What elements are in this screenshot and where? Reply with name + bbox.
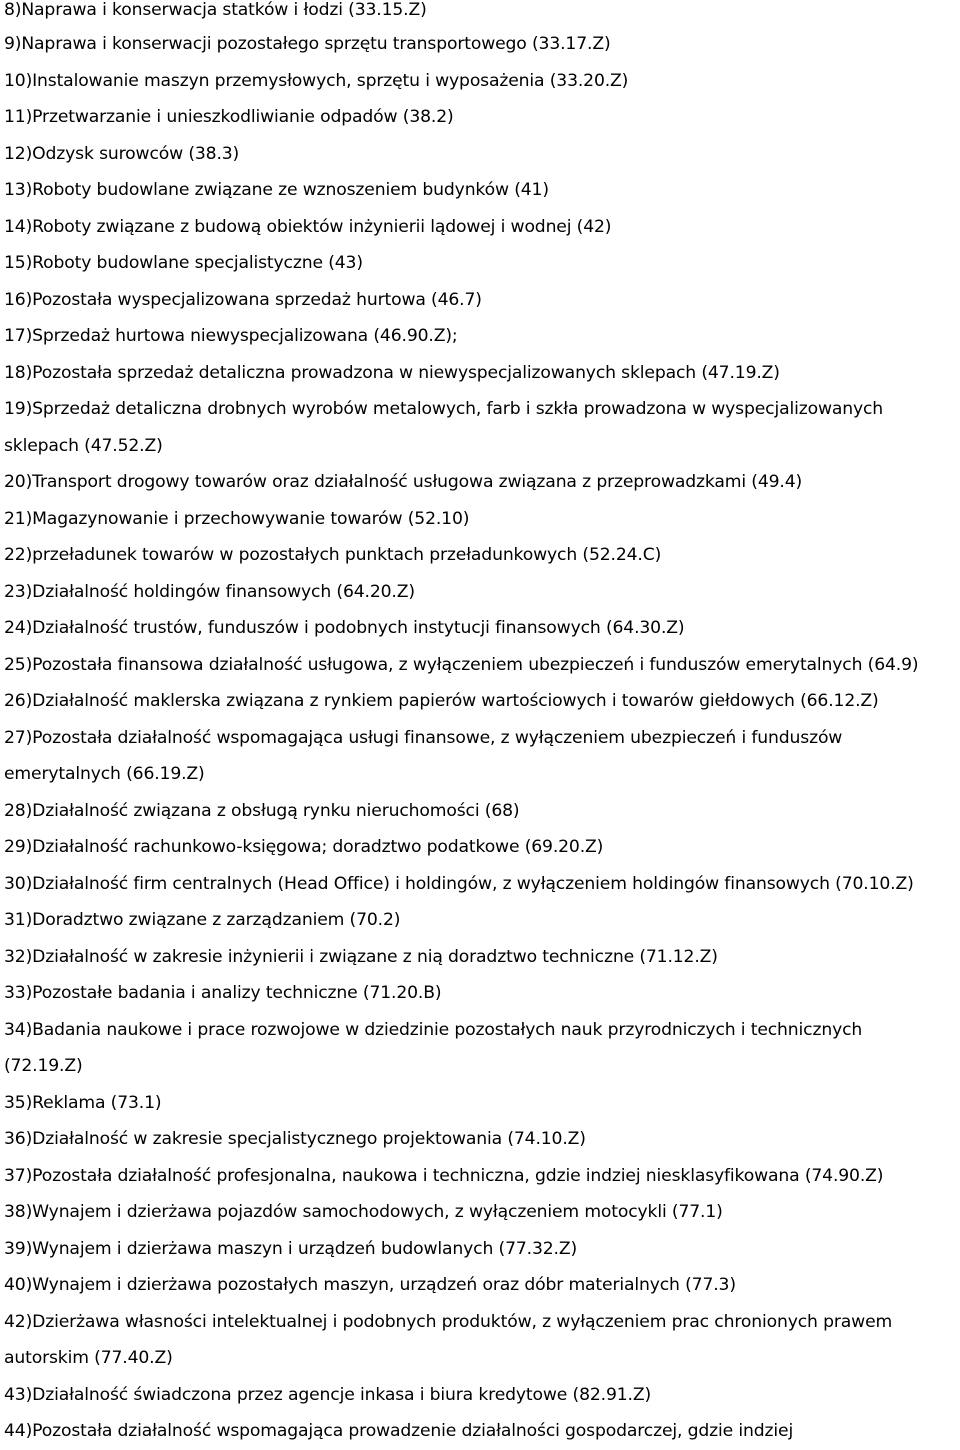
list-item: 18)Pozostała sprzedaż detaliczna prowadzona w niewyspecjalizowanych sklepach (47.19.Z) <box>4 362 780 383</box>
list-item: 44)Pozostała działalność wspomagająca prowadzenie działalności gospodarczej, gdzie indziej <box>4 1421 794 1441</box>
list-item-continuation: (72.19.Z) <box>4 1056 83 1076</box>
list-item: 21)Magazynowanie i przechowywanie towarów (52.10) <box>4 508 470 529</box>
list-item: 23)Działalność holdingów finansowych (64.20.Z) <box>4 581 415 602</box>
list-item: 29)Działalność rachunkowo-księgowa; doradztwo podatkowe (69.20.Z) <box>4 837 604 857</box>
list-item-continuation: autorskim (77.40.Z) <box>4 1348 173 1368</box>
list-item-continuation: sklepach (47.52.Z) <box>4 435 163 456</box>
list-item: 12)Odzysk surowców (38.3) <box>4 143 240 164</box>
list-item: 30)Działalność firm centralnych (Head Office) i holdingów, z wyłączeniem holdingów finansowych (70.10.Z) <box>4 873 914 894</box>
list-item: 19)Sprzedaż detaliczna drobnych wyrobów metalowych, farb i szkła prowadzona w wyspecjalizowanych <box>4 399 884 419</box>
list-item: 43)Działalność świadczona przez agencje inkasa i biura kredytowe (82.91.Z) <box>4 1384 652 1405</box>
list-item: 38)Wynajem i dzierżawa pojazdów samochodowych, z wyłączeniem motocykli (77.1) <box>4 1202 723 1222</box>
list-item: 14)Roboty związane z budową obiektów inżynierii lądowej i wodnej (42) <box>4 216 612 237</box>
list-item: 9)Naprawa i konserwacji pozostałego sprzętu transportowego (33.17.Z) <box>4 34 611 54</box>
list-item: 42)Dzierżawa własności intelektualnej i podobnych produktów, z wyłączeniem prac chronionych prawem <box>4 1311 893 1332</box>
list-item: 37)Pozostała działalność profesjonalna, naukowa i techniczna, gdzie indziej niesklasyfikowana (74.90.Z) <box>4 1165 884 1186</box>
list-item: 8)Naprawa i konserwacja statków i łodzi (33.15.Z) <box>4 0 427 20</box>
list-item: 35)Reklama (73.1) <box>4 1092 162 1113</box>
list-item: 10)Instalowanie maszyn przemysłowych, sprzętu i wyposażenia (33.20.Z) <box>4 70 629 91</box>
list-item: 27)Pozostała działalność wspomagająca usługi finansowe, z wyłączeniem ubezpieczeń i funduszów <box>4 727 843 748</box>
list-item: 25)Pozostała finansowa działalność usługowa, z wyłączeniem ubezpieczeń i funduszów emerytalnych (64.9) <box>4 654 919 675</box>
list-item: 20)Transport drogowy towarów oraz działalność usługowa związana z przeprowadzkami (49.4) <box>4 472 803 492</box>
list-item: 40)Wynajem i dzierżawa pozostałych maszyn, urządzeń oraz dóbr materialnych (77.3) <box>4 1275 736 1295</box>
list-item: 31)Doradztwo związane z zarządzaniem (70.2) <box>4 910 401 930</box>
list-item: 36)Działalność w zakresie specjalistycznego projektowania (74.10.Z) <box>4 1129 586 1149</box>
document-body <box>4 0 958 1450</box>
list-item: 13)Roboty budowlane związane ze wznoszeniem budynków (41) <box>4 180 549 200</box>
list-item: 15)Roboty budowlane specjalistyczne (43) <box>4 253 363 273</box>
list-item: 26)Działalność maklerska związana z rynkiem papierów wartościowych i towarów giełdowych (66.12.Z) <box>4 691 879 711</box>
list-item: 34)Badania naukowe i prace rozwojowe w dziedzinie pozostałych nauk przyrodniczych i technicznych <box>4 1019 863 1040</box>
list-item: 16)Pozostała wyspecjalizowana sprzedaż hurtowa (46.7) <box>4 289 482 310</box>
list-item: 32)Działalność w zakresie inżynierii i związane z nią doradztwo techniczne (71.12.Z) <box>4 946 718 967</box>
list-item: 39)Wynajem i dzierżawa maszyn i urządzeń budowlanych (77.32.Z) <box>4 1238 578 1259</box>
list-item: 22)przeładunek towarów w pozostałych punktach przeładunkowych (52.24.C) <box>4 545 662 565</box>
list-item: 17)Sprzedaż hurtowa niewyspecjalizowana (46.90.Z); <box>4 326 458 346</box>
list-item: 33)Pozostałe badania i analizy techniczne (71.20.B) <box>4 983 442 1003</box>
list-item: 28)Działalność związana z obsługą rynku nieruchomości (68) <box>4 800 520 821</box>
list-item-continuation: emerytalnych (66.19.Z) <box>4 764 205 784</box>
list-item: 11)Przetwarzanie i unieszkodliwianie odpadów (38.2) <box>4 107 454 127</box>
list-item: 24)Działalność trustów, funduszów i podobnych instytucji finansowych (64.30.Z) <box>4 618 685 638</box>
